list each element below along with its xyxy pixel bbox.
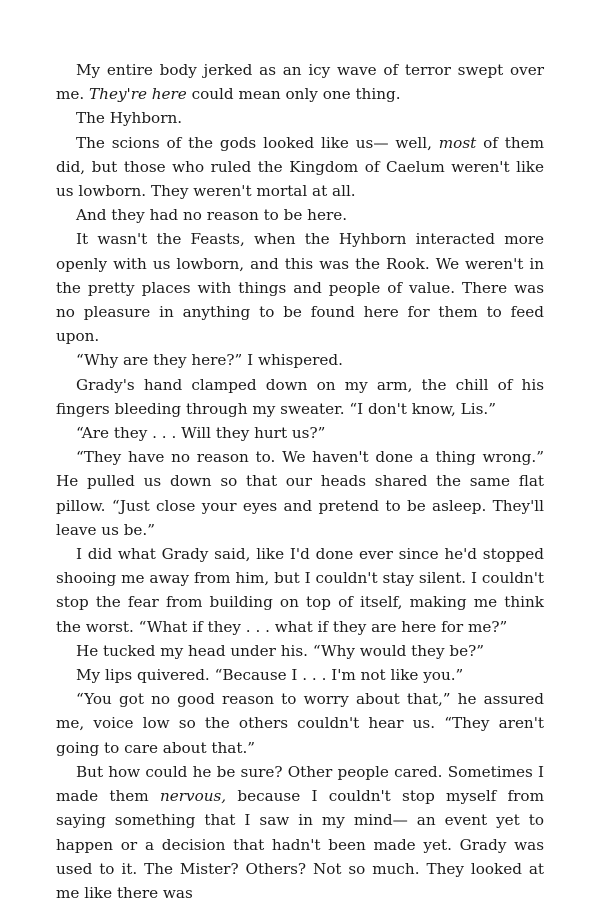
text-run: It wasn't the Feasts, when the Hyhborn interacted more openly with us lowborn, and this was the Rook. We weren't in the pretty places with things and people of value. There was no pleasure in anything to be found here for them to feed upon. bbox=[56, 230, 544, 346]
text-run: He tucked my head under his. “Why would they be?” bbox=[76, 641, 485, 660]
paragraph bbox=[56, 131, 544, 204]
paragraph bbox=[56, 445, 544, 542]
paragraph bbox=[56, 373, 544, 421]
paragraph bbox=[56, 639, 544, 663]
paragraph bbox=[56, 542, 544, 639]
paragraph bbox=[56, 760, 544, 905]
text-run: “They have no reason to. We haven't done a thing wrong.” He pulled us down so that our heads shared the same flat pillow. “Just close your eyes and pretend to be asleep. They'll leave us be.” bbox=[56, 448, 544, 539]
text-run: “Why are they here?” I whispered. bbox=[76, 351, 343, 370]
paragraph bbox=[56, 663, 544, 687]
text-run: because I couldn't stop myself from saying something that I saw in my mind— an event yet to happen or a decision that hadn't been made yet. Grady was used to it. The Mister? Others? Not so much. They looked at me like there was bbox=[56, 787, 544, 902]
text-run: I did what Grady said, like I'd done ever since he'd stopped shooing me away from him, but I couldn't stay silent. I couldn't stop the fear from building on top of itself, making me think the worst. “What if they . . . what if they are here for me?” bbox=[56, 545, 544, 636]
paragraph bbox=[56, 106, 544, 130]
italic-text-run: most bbox=[438, 133, 477, 152]
text-run: “Are they . . . Will they hurt us?” bbox=[76, 424, 326, 443]
paragraph bbox=[56, 227, 544, 348]
paragraph bbox=[56, 203, 544, 227]
text-run: But how could he be sure? Other people cared. Sometimes I made them bbox=[56, 762, 544, 806]
text-run: “You got no good reason to worry about that,” he assured me, voice low so the others couldn't hear us. “They aren't going to care about that.” bbox=[56, 690, 544, 757]
paragraph bbox=[56, 421, 544, 445]
text-run: could mean only one thing. bbox=[186, 85, 401, 104]
text-run: And they had no reason to be here. bbox=[76, 206, 348, 225]
paragraph bbox=[56, 58, 544, 106]
italic-text-run: They're here bbox=[89, 85, 187, 104]
text-run: of them did, but those who ruled the Kingdom of Caelum weren't like us lowborn. They weren't mortal at all. bbox=[56, 133, 544, 201]
text-run: The scions of the gods looked like us— well, bbox=[76, 133, 439, 152]
italic-text-run: nervous, bbox=[159, 787, 227, 806]
text-run: Grady's hand clamped down on my arm, the chill of his fingers bleeding through my sweater. “I don't know, Lis.” bbox=[56, 375, 544, 418]
text-run: My lips quivered. “Because I . . . I'm not like you.” bbox=[76, 666, 464, 685]
book-page bbox=[56, 58, 544, 905]
text-run: The Hyhborn. bbox=[76, 109, 183, 128]
paragraph bbox=[56, 687, 544, 760]
text-run: My entire body jerked as an icy wave of terror swept over me. bbox=[56, 61, 544, 104]
paragraph bbox=[56, 348, 544, 372]
